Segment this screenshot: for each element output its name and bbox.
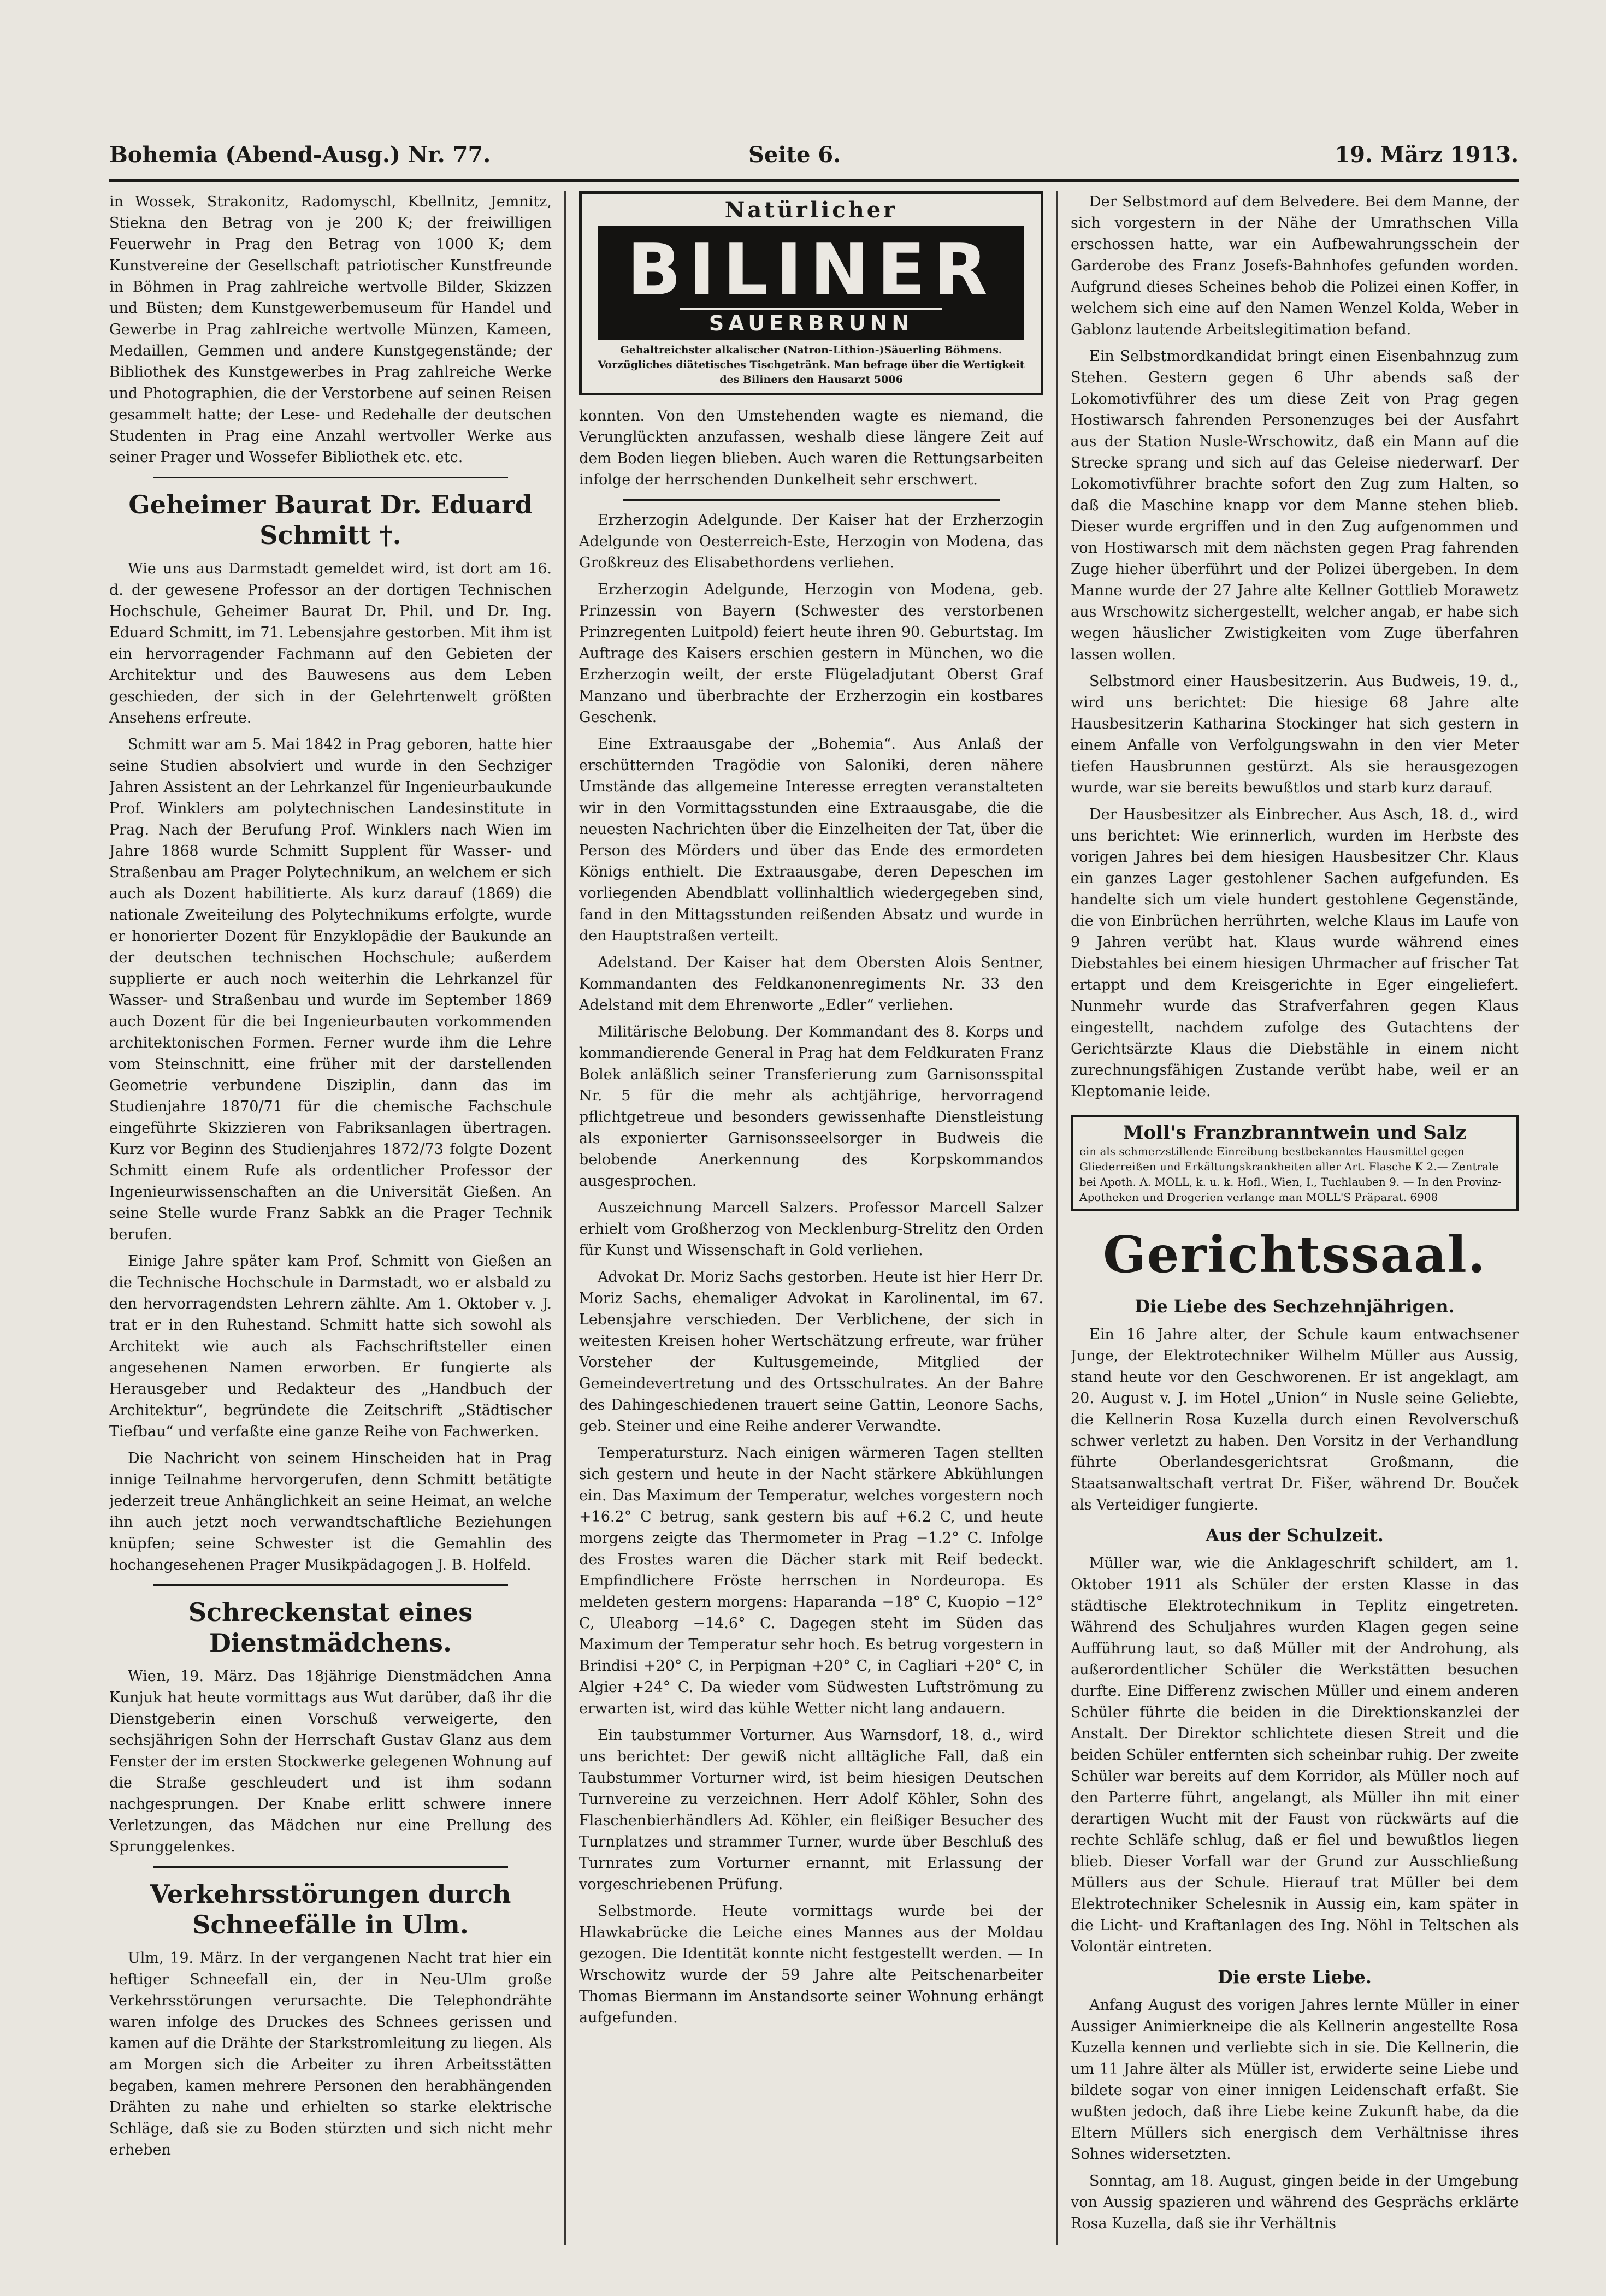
ad-brand: BILINER (627, 228, 996, 311)
separator (153, 1584, 508, 1586)
article-text: Der Selbstmord auf dem Belvedere. Bei dem Manne, der sich vorgestern in der Nähe der Umrathschen Villa erschossen hatte, war ein Aufbewahrungsschein der Garderobe des Franz Josefs-Bahnhofes gefunden worden. Aufgrund dieses Scheines behob die Polizei einen Koffer, in welchem sich eine auf den Namen Wenzel Kolda, Weber in Gablonz lautende Arbeitslegitimation befand. (1071, 193, 1519, 338)
headline-verkehr: Verkehrsstörungen durch Schneefälle in Ulm. (150, 1879, 511, 1939)
headline-schmitt: Geheimer Baurat Dr. Eduard Schmitt †. (128, 490, 533, 550)
article-text: Ulm, 19. März. In der vergangenen Nacht trat hier ein heftiger Schneefall ein, der in Neu-Ulm große Verkehrsstörungen verursachte. Die Telephondrähte waren infolge des Druckes des Schnees gerissen und kamen auf die Drähte der Starkstromleitung zu liegen. Als am Morgen sich die Arbeiter zu ihren Arbeitsstätten begaben, kamen mehrere Personen den herabhängenden Drähten zu nahe und erhielten so starke elektrische Schläge, daß sie zu Boden stürzten und sich nicht mehr erheben (109, 1950, 552, 2158)
article-text: Anfang August des vorigen Jahres lernte Müller in einer Aussiger Animierkneipe die als Kellnerin angestellte Rosa Kuzella kennen und verliebte sich in sie. Die Kellnerin, die um 11 Jahre älter als Müller ist, erwiderte seine Liebe und bildete sogar von einer innigen Leidenschaft erfaßt. Sie wußten jedoch, daß ihre Liebe keine Zukunft habe, da die Eltern Müllers sich energisch dem Verhältnisse ihres Sohnes widersetzten. (1071, 1997, 1519, 2163)
article-text: Die Nachricht von seinem Hinscheiden hat in Prag innige Teilnahme hervorgerufen, denn Schmitt betätigte jederzeit treue Anhänglichkeit an seine Heimat, an welche ihn auch jetzt noch verwandtschaftliche Beziehungen knüpfen; seine Schwester ist die Gemahlin des hochangesehenen Prager Musikpädagogen J. B. Holfeld. (109, 1450, 552, 1573)
article-text: Ein Selbstmordkandidat bringt einen Eisenbahnzug zum Stehen. Gestern gegen 6 Uhr abends saß der Lokomotivführer des um diese Zeit von Prag gegen Hostiwarsch fahrenden Personenzuges bei der Ausfahrt aus der Station Nusle-Wrschowitz, daß ein Mann auf die Strecke sprang und sich auf das Geleise niederwarf. Der Lokomotivführer brachte sofort den Zug zum Halten, so daß die Maschine knapp vor dem Manne stehen blieb. Dieser wurde ergriffen und in den Zug aufgenommen und von Hostiwarsch mit dem nächsten gegen Prag fahrenden Zuge hieher überführt und der Polizei übergeben. In dem Manne wurde der 27 Jahre alte Kellner Gottlieb Morawetz aus Wrschowitz sichergestellt, welcher angab, er habe sich wegen häuslicher Zwistigkeiten vom Zuge überfahren lassen wollen. (1071, 348, 1519, 663)
ad-fine-print (587, 343, 1035, 387)
column-right (1071, 191, 1519, 2245)
column-divider (564, 191, 566, 2245)
column-middle (579, 191, 1043, 2245)
headline-liebe: Die Liebe des Sechzehnjährigen. (1135, 1296, 1455, 1317)
article-text: Wie uns aus Darmstadt gemeldet wird, ist dort am 16. d. der gewesene Professor an der dortigen Technischen Hochschule, Geheimer Baurat Dr. Phil. und Dr. Ing. Eduard Schmitt, im 71. Lebensjahre gestorben. Mit ihm ist ein hervorragender Fachmann auf den Gebieten der Architektur und des Bauwesens aus dem Leben geschieden, der sich in der Gelehrtenwelt größten Ansehens erfreute. (109, 560, 552, 726)
page-header (109, 142, 1519, 180)
article-text: in Wossek, Strakonitz, Radomyschl, Kbellnitz, Jemnitz, Stiekna den Betrag von je 200 K; der freiwilligen Feuerwehr in Prag den Betrag von 1000 K; dem Kunstvereine der Gesellschaft patriotischer Kunstfreunde in Böhmen in Prag zahlreiche wertvolle Bilder, Skizzen und Büsten; dem Kunstgewerbemuseum für Handel und Gewerbe in Prag zahlreiche wertvolle Münzen, Kameen, Medaillen, Gemmen und andere Kunstgegenstände; der Bibliothek des Kunstgewerbes in Prag zahlreiche Werke und Photographien, die der Verstorbene auf seinen Reisen gesammelt hatte; der Lese- und Redehalle der deutschen Studenten in Prag eine Anzahl wertvoller Werke aus seiner Prager und Wossefer Bibliothek etc. etc. (109, 193, 552, 466)
article-text: Erzherzogin Adelgunde, Herzogin von Modena, geb. Prinzessin von Bayern (Schwester des verstorbenen Prinzregenten Luitpold) feiert heute ihren 90. Geburtstag. Im Auftrage des Kaisers erschien gestern in München, wo die Erzherzogin weilt, der erste Flügeladjutant Oberst Graf Manzano und überbrachte der Erzherzogin ein kostbares Geschenk. (579, 581, 1043, 726)
column-left (109, 191, 552, 2245)
article-text: Ein 16 Jahre alter, der Schule kaum entwachsener Junge, der Elektrotechniker Wilhelm Müller aus Aussig, stand heute vor den Geschworenen. Er ist angeklagt, am 20. August v. J. im Hotel „Union“ in Nusle seine Geliebte, die Kellnerin Rosa Kuzella durch einen Revolverschuß schwer verletzt zu haben. Den Vorsitz in der Verhandlung führte Oberlandesgerichtsrat Großmann, die Staatsanwaltschaft vertrat Dr. Fišer, während Dr. Bouček als Verteidiger fungierte. (1071, 1326, 1519, 1513)
header-page-number: Seite 6. (748, 142, 841, 168)
headline-schreckenstat: Schreckenstat eines Dienstmädchens. (188, 1597, 473, 1658)
advertisement-biliner (579, 191, 1043, 395)
ad-moll-code: 6908 (1410, 1191, 1438, 1204)
article-text: Adelstand. Der Kaiser hat dem Obersten Alois Sentner, Kommandanten des Feldkanonenregiments Nr. 33 den Adelstand mit dem Ehrenworte „Edler“ verliehen. (579, 954, 1043, 1014)
article-text: Sonntag, am 18. August, gingen beide in der Umgebung von Aussig spazieren und während des Gesprächs erklärte Rosa Kuzella, daß sie ihr Verhältnis (1071, 2173, 1519, 2232)
article-text: Eine Extraausgabe der „Bohemia“. Aus Anlaß der erschütternden Tragödie von Saloniki, deren nähere Umstände das allgemeine Interesse erregten veranstalteten wir in den Vormittagsstunden eine Extraausgabe, die die neuesten Nachrichten über die Einzelheiten der Tat, über die Person des Mörders und über das Ende des ermordeten Königs enthielt. Die Extraausgabe, deren Depeschen im vorliegenden Abendblatt vollinhaltlich wiedergegeben sind, fand in den Mittagsstunden reißenden Absatz und wurde in den Hauptstraßen verteilt. (579, 736, 1043, 944)
ad-tagline: Natürlicher (724, 197, 898, 223)
article-text: Müller war, wie die Anklageschrift schildert, am 1. Oktober 1911 als Schüler der ersten Klasse in das städtische Elektrotechnikum in Teplitz eingetreten. Während des Schuljahres wurden Klagen gegen seine Aufführung laut, so daß Müller mit der Androhung, als außerordentlicher Schüler die Werkstätten besuchen durfte. Eine Differenz zwischen Müller und einem anderen Schüler führte die beiden in die Direktionskanzlei der Anstalt. Der Direktor schlichtete diesen Streit und die beiden Schüler entfernten sich scheinbar ruhig. Der zweite Schüler war bereits auf dem Korridor, als Müller noch auf den Parterre führt, angelangt, als Müller ihn mit einer derartigen Wucht mit der Faust von rückwärts auf die rechte Schläfe schlug, daß er fiel und bewußtlos liegen blieb. Dieser Vorfall war der Grund zur Ausschließung Müllers aus der Schule. Hierauf trat Müller bei dem Elektrotechniker Schelesnik in Aussig ein, kam später in die Licht- und Kraftanlagen des Ing. Nöhl in Teltschen als Volontär eintreten. (1071, 1555, 1519, 1955)
ad-subbrand: SAUERBRUNN (680, 308, 942, 335)
column-divider (1056, 191, 1058, 2245)
ad-moll-text (1079, 1144, 1510, 1205)
article-text: Auszeichnung Marcell Salzers. Professor Marcell Salzer erhielt vom Großherzog von Mecklenburg-Strelitz den Orden für Kunst und Wissenschaft in Gold verliehen. (579, 1199, 1043, 1259)
advertisement-moll (1071, 1115, 1519, 1211)
article-text: Temperatursturz. Nach einigen wärmeren Tagen stellten sich gestern und heute in der Nacht stärkere Abkühlungen ein. Das Maximum der Temperatur, welches vorgestern noch +16.2° C betrug, sank gestern bis auf +6.2 C, und heute morgens zeigte das Thermometer in Prag −1.2° C. Infolge des Frostes waren die Dächer stark mit Reif bedeckt. Empfindlichere Fröste herrschen in Nordeuropa. Es meldeten gestern morgens: Haparanda −18° C, Kuopio −12° C, Uleaborg −14.6° C. Dagegen steht im Süden das Maximum der Temperatur sehr hoch. Es betrug vorgestern in Brindisi +20° C, in Perpignan +20° C, in Cagliari +20° C, in Algier +24° C. Da wieder vom Südwesten Luftströmung zu erwarten ist, wird das kühle Wetter nicht lang andauern. (579, 1445, 1043, 1717)
article-text: Advokat Dr. Moriz Sachs gestorben. Heute ist hier Herr Dr. Moriz Sachs, ehemaliger Advokat in Karolinental, im 67. Lebensjahre verschieden. Der Verblichene, der sich in weitesten Kreisen hoher Wertschätzung erfreute, war früher Vorsteher der Kultusgemeinde, Mitglied der Gemeindevertretung und des Ortsschulrates. An der Bahre des Dahingeschiedenen trauert seine Gattin, Leonore Sachs, geb. Steiner und eine Reihe anderer Verwandte. (579, 1269, 1043, 1435)
article-text: Erzherzogin Adelgunde. Der Kaiser hat der Erzherzogin Adelgunde von Oesterreich-Este, Herzogin von Modena, das Großkreuz des Elisabethordens verliehen. (579, 512, 1043, 571)
article-text: Einige Jahre später kam Prof. Schmitt von Gießen an die Technische Hochschule in Darmstadt, wo er alsbald zu den hervorragendsten Lehrern zählte. Am 1. Oktober v. J. trat er in den Ruhestand. Schmitt hatte sich sowohl als Architekt wie auch als Fachschriftsteller einen angesehenen Namen erworben. Er fungierte als Herausgeber und Redakteur des „Handbuch der Architektur“, begründete die Zeitschrift „Städtischer Tiefbau“ und verfaßte eine ganze Reihe von Fachwerken. (109, 1253, 552, 1440)
article-text: Wien, 19. März. Das 18jährige Dienstmädchen Anna Kunjuk hat heute vormittags aus Wut darüber, daß ihr die Dienstgeberin einen Vorschuß verweigerte, den sechsjährigen Sohn der Herrschaft Gustav Glanz aus dem Fenster der im ersten Stockwerke gelegenen Wohnung auf die Straße geschleudert und ist ihm sodann nachgesprungen. Der Knabe erlitt schwere innere Verletzungen, das Mädchen nur eine Prellung des Sprunggelenkes. (109, 1668, 552, 1855)
separator (153, 477, 508, 478)
article-text: Schmitt war am 5. Mai 1842 in Prag geboren, hatte hier seine Studien absolviert und wurde in den Sechziger Jahren Assistent an der Lehrkanzel für Ingenieurbaukunde Prof. Winklers am polytechnischen Landesinstitute in Prag. Nach der Berufung Prof. Winklers nach Wien im Jahre 1868 wurde Schmitt Supplent für Wasser- und Straßenbau am Prager Polytechnikum, an welchem er sich auch als Dozent habilitierte. Als kurz darauf (1869) die nationale Zweiteilung des Polytechnikums erfolgte, wurde er honorierter Dozent für Enzyklopädie der Baukunde an der deutschen technischen Hochschule; außerdem supplierte er auch noch weiterhin die Lehrkanzel für Wasser- und Straßenbau und wurde im September 1869 auch Dozent für die bei Ingenieurbauten vorkommenden architektonischen Formen. Ferner wurde ihm die Lehre vom Steinschnitt, eine früher mit der darstellenden Geometrie verbundene Disziplin, dann das im Studienjahre 1870/71 für die chemische Fachschule eingeführte Skizzieren von Fabriksanlagen übertragen. Kurz vor Beginn des Studienjahres 1872/73 folgte Dozent Schmitt einem Rufe als ordentlicher Professor der Ingenieurwissenschaften an die Universität Gießen. An seine Stelle wurde Franz Sabkk an die Prager Technik berufen. (109, 736, 552, 1243)
separator (623, 499, 1000, 501)
header-date: 19. März 1913. (1335, 142, 1519, 168)
newspaper-page (109, 131, 1519, 2261)
ad-fine-text: Gehaltreichster alkalischer (Natron-Lithion-)Säuerling Böhmens. Vorzügliches diätetisches Tischgetränk. Man befrage über die Wertigkeit des Biliners den Hausarzt (598, 344, 1025, 386)
header-issue: Bohemia (Abend-Ausg.) Nr. 77. (109, 142, 491, 168)
article-text: konnten. Von den Umstehenden wagte es niemand, die Verunglückten anzufassen, weshalb diese längere Zeit auf dem Boden liegen blieben. Auch waren die Rettungsarbeiten infolge der herrschenden Dunkelheit sehr erschwert. (579, 407, 1043, 488)
article-text: Selbstmorde. Heute vormittags wurde bei der Hlawkabrücke die Leiche eines Mannes aus der Moldau gezogen. Die Identität konnte nicht festgestellt werden. — In Wrschowitz wurde der 59 Jahre alte Peitschenarbeiter Thomas Biermann im Anstandsorte seiner Wohnung erhängt aufgefunden. (579, 1903, 1043, 2026)
ad-moll-title: Moll's Franzbranntwein und Salz (1123, 1122, 1467, 1144)
article-text: Militärische Belobung. Der Kommandant des 8. Korps und kommandierende General in Prag hat dem Feldkuraten Franz Bolek anläßlich seiner Transferierung zum Garnisonsspital Nr. 5 für die mehr als achtjährige, hervorragend pflichtgetreue und besonders gewissenhafte Dienstleistung als exponierter Garnisonsseelsorger in Budweis die belobende Anerkennung des Korpskommandos ausgesprochen. (579, 1023, 1043, 1190)
ad-logo-box (598, 226, 1024, 340)
subheading-schulzeit: Aus der Schulzeit. (1206, 1525, 1384, 1546)
article-text: Ein taubstummer Vorturner. Aus Warnsdorf, 18. d., wird uns berichtet: Der gewiß nicht alltägliche Fall, daß ein Taubstummer Vorturner wird, ist beim hiesigen Deutschen Turnvereine zu verzeichnen. Herr Adolf Köhler, Sohn des Flaschenbierhändlers Ad. Köhler, ein fleißiger Besucher des Turnplatzes und strammer Turner, wurde über Beschluß des Turnrates zum Vorturner ernannt, mit Erlassung der vorgeschriebenen Prüfung. (579, 1727, 1043, 1893)
article-text: Der Hausbesitzer als Einbrecher. Aus Asch, 18. d., wird uns berichtet: Wie erinnerlich, wurden im Herbste des vorigen Jahres bei dem hiesigen Hausbesitzer Chr. Klaus ein ganzes Lager gestohlener Sachen aufgefunden. Es handelte sich um viele hundert gestohlene Gegenstände, die von Einbrüchen herrührten, welche Klaus im Laufe von 9 Jahren verübt hat. Klaus wurde während eines Diebstahles bei einem hiesigen Uhrmacher auf frischer Tat ertappt und dem Kreisgerichte in Eger eingeliefert. Nunmehr wurde das Strafverfahren gegen Klaus eingestellt, nachdem zufolge des Gutachtens der Gerichtsärzte Klaus die Diebstähle in einem nicht zurechnungsfähigen Zustande verübt habe, weil er an Kleptomanie leide. (1071, 806, 1519, 1100)
subheading-erste-liebe: Die erste Liebe. (1218, 1967, 1372, 1987)
article-text: Selbstmord einer Hausbesitzerin. Aus Budweis, 19. d., wird uns berichtet: Die hiesige 68 Jahre alte Hausbesitzerin Katharina Stockinger hat sich gestern in einem Anfalle von Verfolgungswahn in den vier Meter tiefen Hausbrunnen gestürzt. Als sie herausgezogen wurde, war sie bereits bewußtlos und starb kurz darauf. (1071, 673, 1519, 796)
separator (153, 1866, 508, 1868)
section-title-gerichtssaal: Gerichtssaal. (1103, 1225, 1486, 1284)
ad-moll-body: ein als schmerzstillende Einreibung bestbekanntes Hausmittel gegen Gliederreißen und Erkältungskrankheiten aller Art. Flasche K 2.— Zentrale bei Apoth. A. MOLL, k. u. k. Hofl., Wien, I., Tuchlauben 9. — In den Provinz-Apotheken und Drogerien verlange man MOLL'S Präparat. (1079, 1145, 1502, 1204)
header-rule (109, 179, 1519, 182)
ad-code: 5006 (873, 374, 903, 386)
